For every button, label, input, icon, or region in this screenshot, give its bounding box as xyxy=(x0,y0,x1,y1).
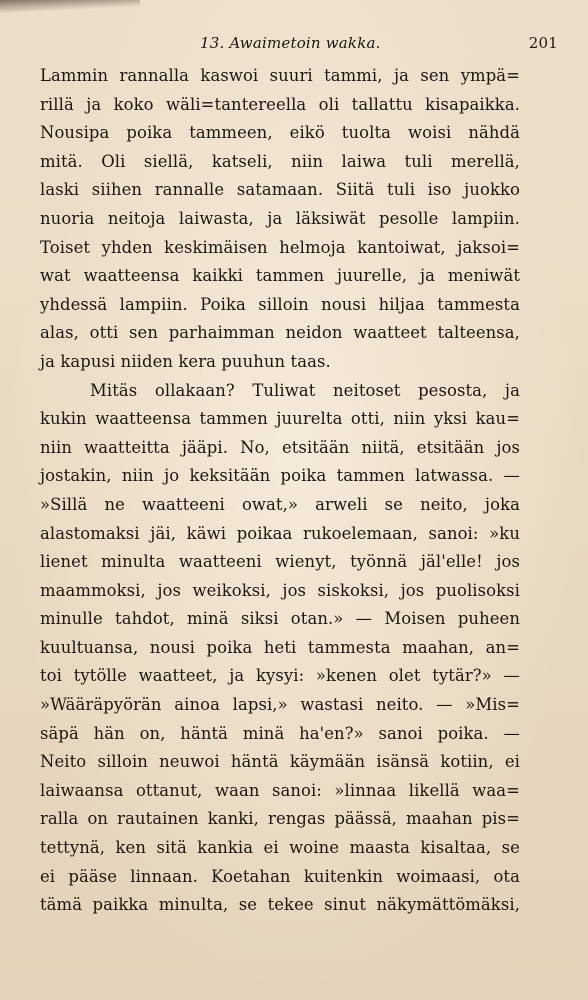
text-line: tämä paikka minulta, se tekee sinut näkymättömäksi, xyxy=(40,895,520,915)
text-line: tettynä, ken sitä kankia ei woine maasta kisaltaa, se xyxy=(40,838,520,858)
text-line: ja kapusi niiden kera puuhun taas. xyxy=(40,351,331,371)
text-line: laiwaansa ottanut, waan sanoi: »linnaa likellä waa= xyxy=(40,780,520,800)
text-line: minulle tahdot, minä siksi otan.» — Moisen puheen xyxy=(40,609,520,629)
text-line: mitä. Oli siellä, katseli, niin laiwa tuli merellä, xyxy=(40,151,520,171)
text-line: nuoria neitoja laiwasta, ja läksiwät pesolle lampiin. xyxy=(40,208,520,228)
text-line: lienet minulta waatteeni wienyt, työnnä jäl'elle! jos xyxy=(40,552,520,572)
running-head xyxy=(40,34,558,56)
text-line: Toiset yhden keskimäisen helmoja kantoiwat, jaksoi= xyxy=(40,237,520,257)
text-line: ralla on rautainen kanki, rengas päässä, maahan pis= xyxy=(40,809,520,829)
text-line: wat waatteensa kaikki tammen juurelle, ja meniwät xyxy=(40,266,520,286)
text-line: niin waatteitta jääpi. No, etsitään niitä, etsitään jos xyxy=(40,437,520,457)
text-line: kukin waatteensa tammen juurelta otti, niin yksi kau= xyxy=(40,409,520,429)
text-line: Neito silloin neuwoi häntä käymään isänsä kotiin, ei xyxy=(40,752,520,772)
text-line: säpä hän on, häntä minä ha'en?» sanoi poika. — xyxy=(40,723,520,743)
text-line: ei pääse linnaan. Koetahan kuitenkin woimaasi, ota xyxy=(40,866,520,886)
text-line: rillä ja koko wäli=tantereella oli tallattu kisapaikka. xyxy=(40,94,520,114)
text-line: jostakin, niin jo keksitään poika tammen latwassa. — xyxy=(40,466,520,486)
text-line: alas, otti sen parhaimman neidon waatteet talteensa, xyxy=(40,323,520,343)
text-line: alastomaksi jäi, käwi poikaa rukoelemaan, sanoi: »ku xyxy=(40,523,520,543)
text-line: maammoksi, jos weikoksi, jos siskoksi, jos puolisoksi xyxy=(40,580,520,600)
body-text xyxy=(40,62,520,920)
text-line: »Sillä ne waatteeni owat,» arweli se neito, joka xyxy=(40,494,520,514)
text-line: »Wääräpyörän ainoa lapsi,» wastasi neito. — »Mis= xyxy=(40,695,520,715)
running-title: 13. Awaimetoin wakka. xyxy=(200,34,381,52)
text-line: Lammin rannalla kaswoi suuri tammi, ja sen ympä= xyxy=(40,66,520,85)
text-line: kuultuansa, nousi poika heti tammesta maahan, an= xyxy=(40,637,520,657)
page-edge-shadow xyxy=(0,0,140,14)
text-line: Nousipa poika tammeen, eikö tuolta woisi nähdä xyxy=(40,123,520,143)
text-line: Mitäs ollakaan? Tuliwat neitoset pesosta, ja xyxy=(90,380,520,400)
text-line: toi tytölle waatteet, ja kysyi: »kenen olet tytär?» — xyxy=(40,666,520,686)
page-number: 201 xyxy=(528,34,558,52)
text-line: laski siihen rannalle satamaan. Siitä tuli iso juokko xyxy=(40,180,520,200)
text-line: yhdessä lampiin. Poika silloin nousi hiljaa tammesta xyxy=(40,294,520,314)
